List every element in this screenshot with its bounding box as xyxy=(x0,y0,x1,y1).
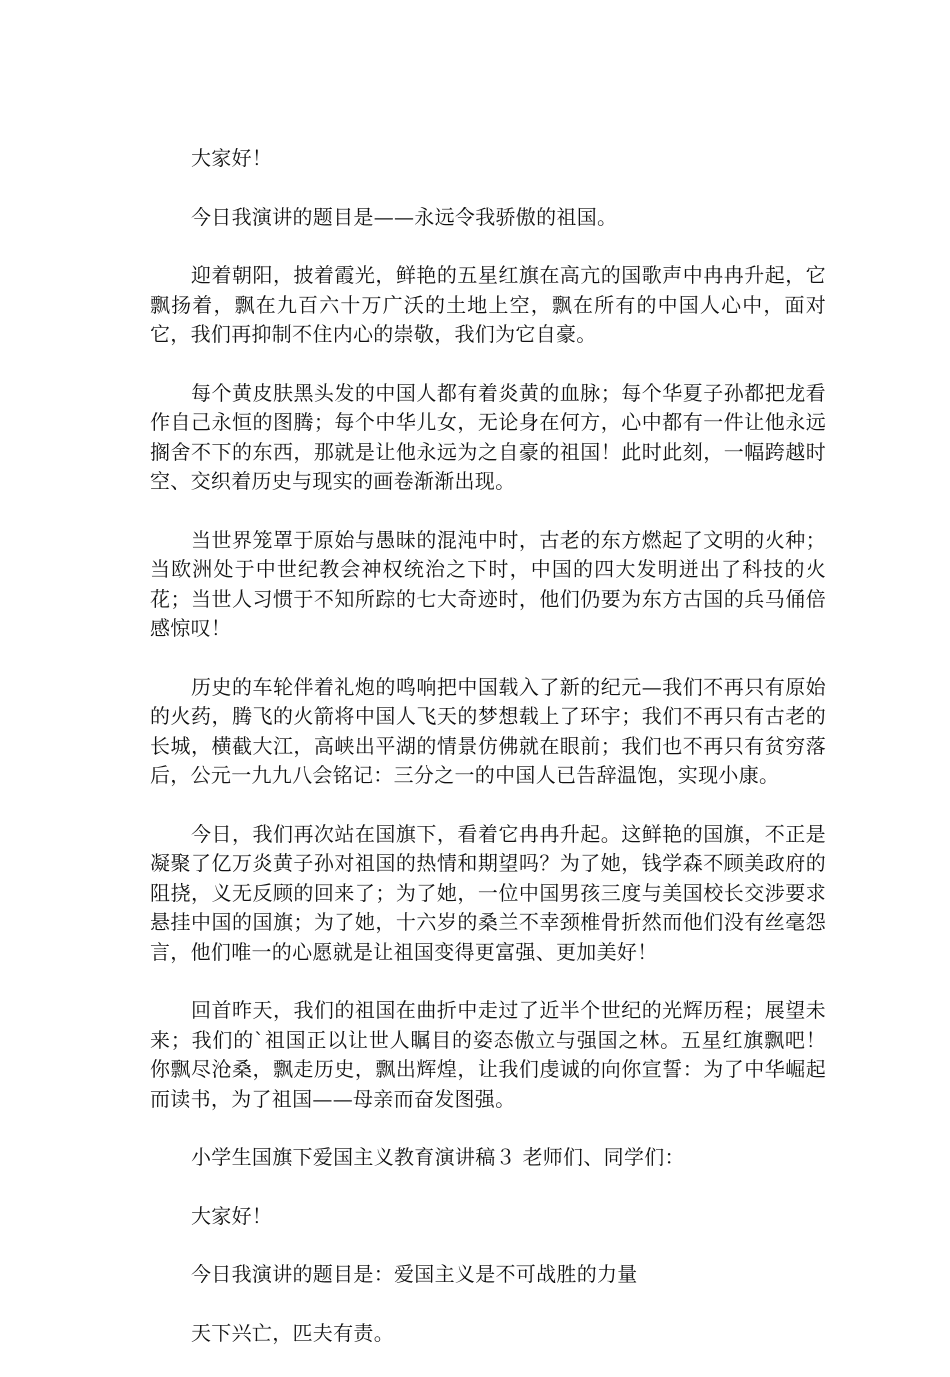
topic-paragraph: 今日我演讲的题目是：爱国主义是不可战胜的力量 xyxy=(191,1262,638,1286)
body-paragraph: 历史的车轮伴着礼炮的鸣响把中国载入了新的纪元—我们不再只有原始的火药，腾飞的火箭将中国人飞天的梦想载上了环宇；我们不再只有古老的长城，横截大江，高峡出平湖的情景仿佛就在眼前；我们也不再只有贫穷落后，公元一九九八会铭记：三分之一的中国人已告辞温饱，实现小康。 xyxy=(150,674,826,787)
section-heading-paragraph: 小学生国旗下爱国主义教育演讲稿３ 老师们、同学们： xyxy=(191,1145,685,1169)
greeting-paragraph: 大家好！ xyxy=(191,1203,273,1228)
body-paragraph: 当世界笼罩于原始与愚昧的混沌中时，古老的东方燃起了文明的火种；当欧洲处于中世纪教会神权统治之下时，中国的四大发明迸出了科技的火花；当世人习惯于不知所踪的七大奇迹时，他们仍要为东方古国的兵马俑倍感惊叹！ xyxy=(150,527,826,640)
body-paragraph: 天下兴亡，匹夫有责。 xyxy=(191,1320,394,1345)
document-page xyxy=(150,144,826,1377)
body-paragraph: 迎着朝阳，披着霞光，鲜艳的五星红旗在高亢的国歌声中冉冉升起，它飘扬着，飘在九百六十万广沃的土地上空，飘在所有的中国人心中，面对它，我们再抑制不住内心的崇敬，我们为它自豪。 xyxy=(150,263,826,346)
body-paragraph: 每个黄皮肤黑头发的中国人都有着炎黄的血脉；每个华夏子孙都把龙看作自己永恒的图腾；每个中华儿女，无论身在何方，心中都有一件让他永远搁舍不下的东西，那就是让他永远为之自豪的祖国！此时此刻，一幅跨越时空、交织着历史与现实的画卷渐渐出现。 xyxy=(150,380,826,493)
topic-paragraph: 今日我演讲的题目是——永远令我骄傲的祖国。 xyxy=(191,204,618,229)
body-paragraph: 今日，我们再次站在国旗下，看着它冉冉升起。这鲜艳的国旗，不正是凝聚了亿万炎黄子孙对祖国的热情和期望吗？为了她，钱学森不顾美政府的阻挠，义无反顾的回来了；为了她，一位中国男孩三度与美国校长交涉要求悬挂中国的国旗；为了她，十六岁的桑兰不幸颈椎骨折然而他们没有丝毫怨言，他们唯一的心愿就是让祖国变得更富强、更加美好！ xyxy=(150,821,826,964)
greeting-paragraph: 大家好！ xyxy=(191,146,273,170)
body-paragraph: 回首昨天，我们的祖国在曲折中走过了近半个世纪的光辉历程；展望未来；我们的`祖国正以让世人瞩目的姿态傲立与强国之林。五星红旗飘吧！你飘尽沧桑，飘走历史，飘出辉煌，让我们虔诚的向你宣誓：为了中华崛起而读书，为了祖国——母亲而奋发图强。 xyxy=(150,998,826,1111)
